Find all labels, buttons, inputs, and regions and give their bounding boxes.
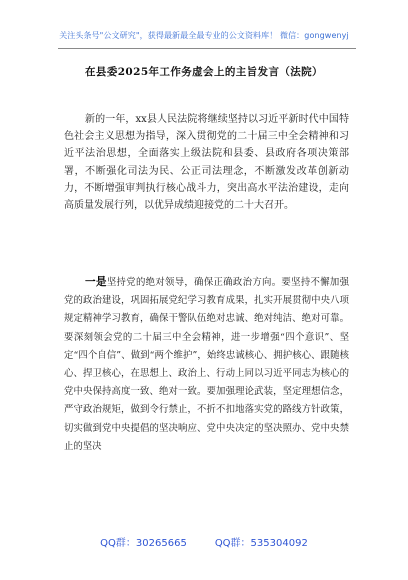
- body-paragraph-1: 新的一年，xx县人民法院将继续坚持以习近平新时代中国特色社会主义思想为指导，深入贯彻党的二十届三中全会精神和习近平法治思想，全面落实上级法院和县委、县政府各项决策部署，不断强化司法为民、公正司法理念，不断激发改革创新动力，不断增强审判执行核心战斗力，突出高水平法治建设，走向高质量发展行列，以优异成绩迎接党的二十大召开。: [64, 114, 349, 212]
- footer-qq-group-1: QQ群：30265665: [100, 538, 187, 549]
- document-title: 在县委2025年工作务虚会上的主旨发言（法院）: [85, 66, 323, 78]
- header-divider: [58, 48, 356, 49]
- body-paragraph-2: [64, 273, 349, 456]
- paragraph-lead: 一是: [85, 276, 107, 288]
- header-banner: 关注头条号"公文研究"，获得最新最全最专业的公文资料库！ 微信：gongwenyj: [59, 31, 349, 40]
- footer-qq-group-2: QQ群：535304092: [214, 538, 308, 549]
- footer-contacts: [0, 534, 408, 549]
- paragraph-2-text: 坚持党的绝对领导，确保正确政治方向。要坚持不懈加强党的政治建设，巩固拓展党纪学习教育成果，扎实开展贯彻中央八项规定精神学习教育，确保干警队伍绝对忠诚、绝对纯洁、绝对可靠。要深刻领会党的二十届三中全会精神，进一步增强“四个意识”、坚定“四个自信”、做到“两个维护”，始终忠诚核心、拥护核心、跟随核心、捍卫核心，在思想上、政治上、行动上同以习近平同志为核心的党中央保持高度一致、绝对一致。要加强理论武装，坚定理想信念，严守政治规矩，做到令行禁止，不折不扣地落实党的路线方针政策，切实做到党中央提倡的坚决响应、党中央决定的坚决照办、党中央禁止的坚决: [64, 277, 349, 452]
